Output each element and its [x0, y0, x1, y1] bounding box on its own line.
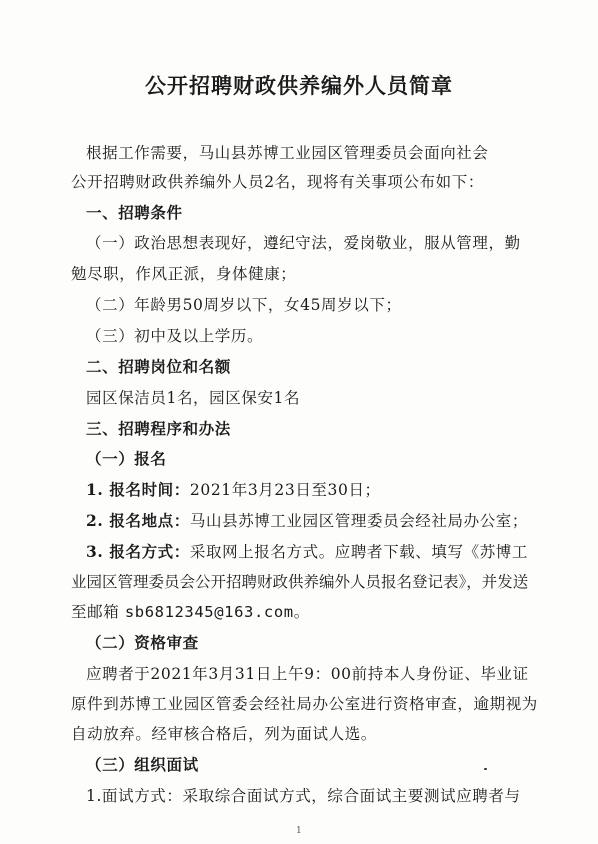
interview-line-1: 1.面试方式：采取综合面试方式，综合面试主要测试应聘者与 [86, 787, 521, 805]
registration-place [86, 511, 528, 531]
section-2-heading: 二、招聘岗位和名额 [86, 358, 231, 376]
section-2-body: 园区保洁员1名，园区保安1名 [86, 389, 301, 407]
qualification-line-3: 自动放弃。经审核合格后，列为面试人选。 [71, 725, 377, 743]
email-address: sb6812345@163.com [124, 603, 294, 621]
intro-line-1: 根据工作需要，马山县苏博工业园区管理委员会面向社会 [86, 144, 489, 162]
document-title: 公开招聘财政供养编外人员简章 [145, 74, 453, 98]
intro-line-2: 公开招聘财政供养编外人员2名，现将有关事项公布如下： [71, 173, 484, 191]
section-3-heading: 三、招聘程序和办法 [86, 420, 231, 438]
qualification-line-2: 原件到苏博工业园区管委会经社局办公室进行资格审查，逾期视为 [71, 695, 538, 713]
registration-method-value: 采取网上报名方式。应聘者下载、填写《苏博工 [189, 543, 528, 561]
registration-time-value: 2021年3月23日至30日； [189, 481, 381, 499]
registration-place-value: 马山县苏博工业园区管理委员会经社局办公室； [189, 512, 528, 530]
condition-1-line-2: 勉尽职，作风正派，身体健康； [71, 265, 297, 283]
condition-1-line-1: （一）政治思想表现好，遵纪守法，爱岗敬业，服从管理，勤 [86, 234, 521, 252]
page-number: 1 [296, 826, 302, 836]
subsection-interview-heading: （三）组织面试 [86, 755, 199, 774]
section-1-heading: 一、招聘条件 [86, 204, 183, 222]
qualification-line-1: 应聘者于2021年3月31日上午9：00前持本人身份证、毕业证 [86, 665, 529, 683]
email-suffix: 。 [293, 603, 310, 621]
condition-2: （二）年龄男50周岁以下，女45周岁以下； [86, 296, 402, 314]
registration-method-label: 3. 报名方式： [86, 542, 190, 561]
email-prefix: 至邮箱 [71, 603, 120, 621]
subsection-qualification-heading: （二）资格审查 [86, 633, 199, 652]
registration-method-line-2: 业园区管理委员会公开招聘财政供养编外人员报名登记表》，并发送 [71, 573, 529, 591]
registration-time [86, 480, 381, 500]
subsection-registration-heading: （一）报名 [86, 449, 167, 468]
condition-3: （三）初中及以上学历。 [86, 327, 264, 345]
scan-speck [484, 768, 487, 770]
registration-time-label: 1. 报名时间： [86, 480, 190, 499]
registration-place-label: 2. 报名地点： [86, 511, 190, 530]
registration-method [86, 542, 528, 562]
registration-method-line-3 [71, 602, 310, 622]
